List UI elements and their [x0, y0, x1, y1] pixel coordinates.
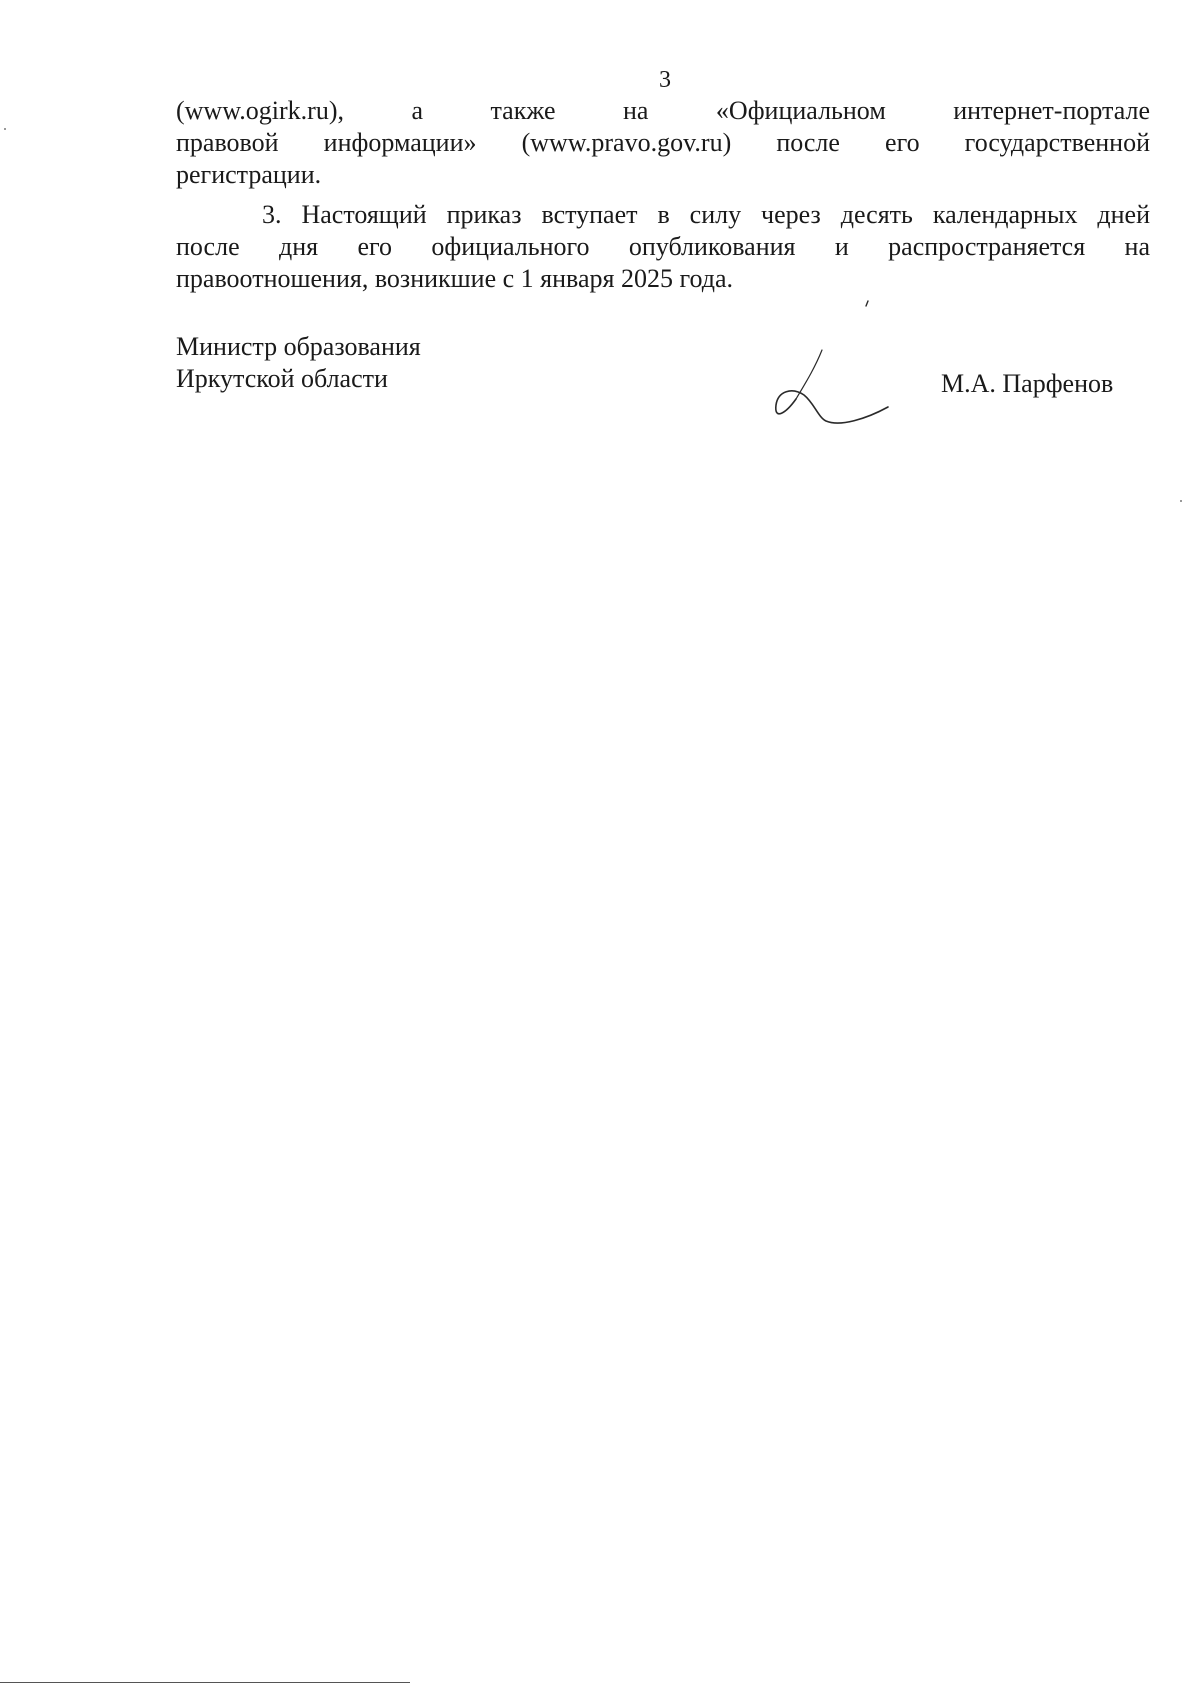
- paragraph-line: правоотношения, возникшие с 1 января 2025 года.: [176, 264, 734, 293]
- scan-artifact: [4, 128, 6, 130]
- signatory-name: М.А. Парфенов: [941, 369, 1114, 398]
- handwritten-signature: [770, 295, 900, 435]
- page-bottom-rule: [0, 1682, 410, 1683]
- page-number: 3: [659, 67, 671, 93]
- paragraph-line: регистрации.: [176, 160, 322, 189]
- paragraph-line: (www.ogirk.ru), а также на «Официальном интернет-портале: [176, 96, 1150, 125]
- paragraph-line: правовой информации» (www.pravo.gov.ru) после его государственной: [176, 128, 1150, 157]
- signatory-position-line: Иркутской области: [176, 364, 388, 393]
- signatory-position: [176, 331, 421, 395]
- paragraph-3: [176, 199, 1150, 295]
- signatory-position-line: Министр образования: [176, 332, 421, 361]
- paragraph-line: после дня его официального опубликования и распространяется на: [176, 232, 1150, 261]
- scan-artifact: [1180, 500, 1182, 502]
- paragraph-continuation: [176, 95, 1150, 191]
- paragraph-line: 3. Настоящий приказ вступает в силу через десять календарных дней: [262, 200, 1150, 229]
